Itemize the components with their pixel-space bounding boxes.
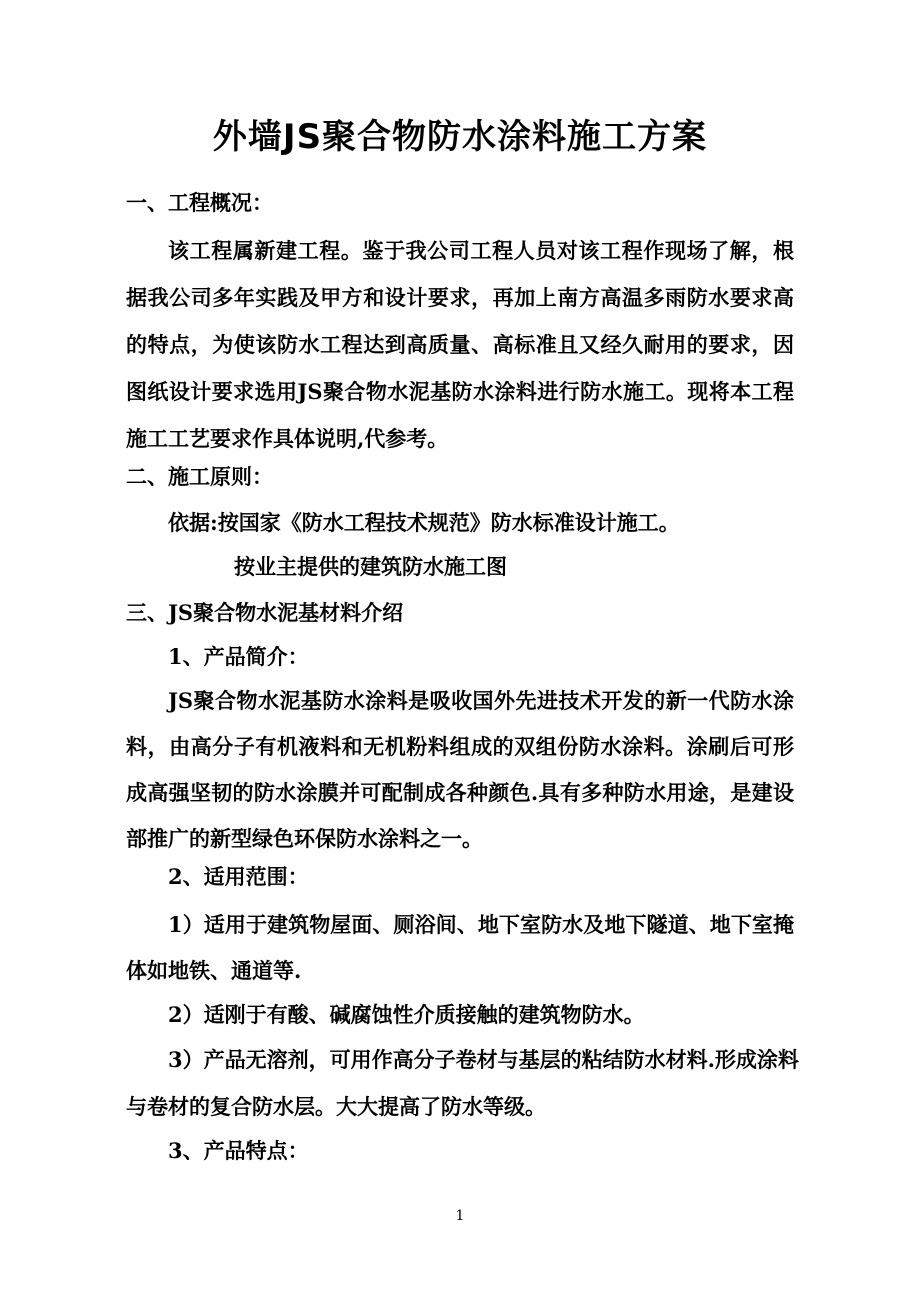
section-1-line: 施工工艺要求作具体说明,代参考。 — [126, 426, 449, 451]
section-1-line: 该工程属新建工程。鉴于我公司工程人员对该工程作现场了解，根 — [168, 238, 794, 263]
document-title: 外墙JS聚合物防水涂料施工方案 — [212, 117, 708, 157]
section-2-basis: 按业主提供的建筑防水施工图 — [234, 554, 507, 579]
scope-item: 1）适用于建筑物屋面、厕浴间、地下室防水及地下隧道、地下室掩 — [168, 912, 794, 937]
scope-item: 体如地铁、通道等. — [126, 958, 302, 983]
section-1-line: 图纸设计要求选用JS聚合物水泥基防水涂料进行防水施工。现将本工程 — [126, 379, 794, 404]
page-number: 1 — [455, 1208, 465, 1224]
section-1-line: 据我公司多年实践及甲方和设计要求，再加上南方高温多雨防水要求高 — [126, 285, 794, 310]
scope-item: 2）适刚于有酸、碱腐蚀性介质接触的建筑物防水。 — [168, 1002, 645, 1027]
section-1-line: 的特点，为使该防水工程达到高质量、高标准且又经久耐用的要求，因 — [126, 332, 794, 357]
intro-line: 成高强坚韧的防水涂膜并可配制成各种颜色.具有多种防水用途，是建设 — [126, 780, 794, 805]
scope-item: 与卷材的复合防水层。大大提高了防水等级。 — [126, 1094, 546, 1119]
intro-line: JS聚合物水泥基防水涂料是吸收国外先进技术开发的新一代防水涂 — [168, 688, 794, 713]
intro-line: 料，由高分子有机液料和无机粉料组成的双组份防水涂料。涂刷后可形 — [126, 734, 794, 759]
section-3-heading: 三、JS聚合物水泥基材料介绍 — [126, 600, 404, 625]
section-2-heading: 二、施工原则： — [126, 464, 273, 489]
intro-line: 部推广的新型绿色环保防水涂料之一。 — [126, 826, 483, 851]
subsection-heading: 3、产品特点： — [168, 1138, 309, 1163]
subsection-heading: 1、产品简介： — [168, 644, 309, 669]
section-1-heading: 一、工程概况： — [126, 190, 273, 215]
section-2-basis: 依据:按国家《防水工程技术规范》防水标准设计施工。 — [168, 510, 680, 535]
subsection-heading: 2、适用范围： — [168, 864, 309, 889]
scope-item: 3）产品无溶剂，可用作高分子卷材与基层的粘结防水材料.形成涂料 — [168, 1047, 799, 1072]
